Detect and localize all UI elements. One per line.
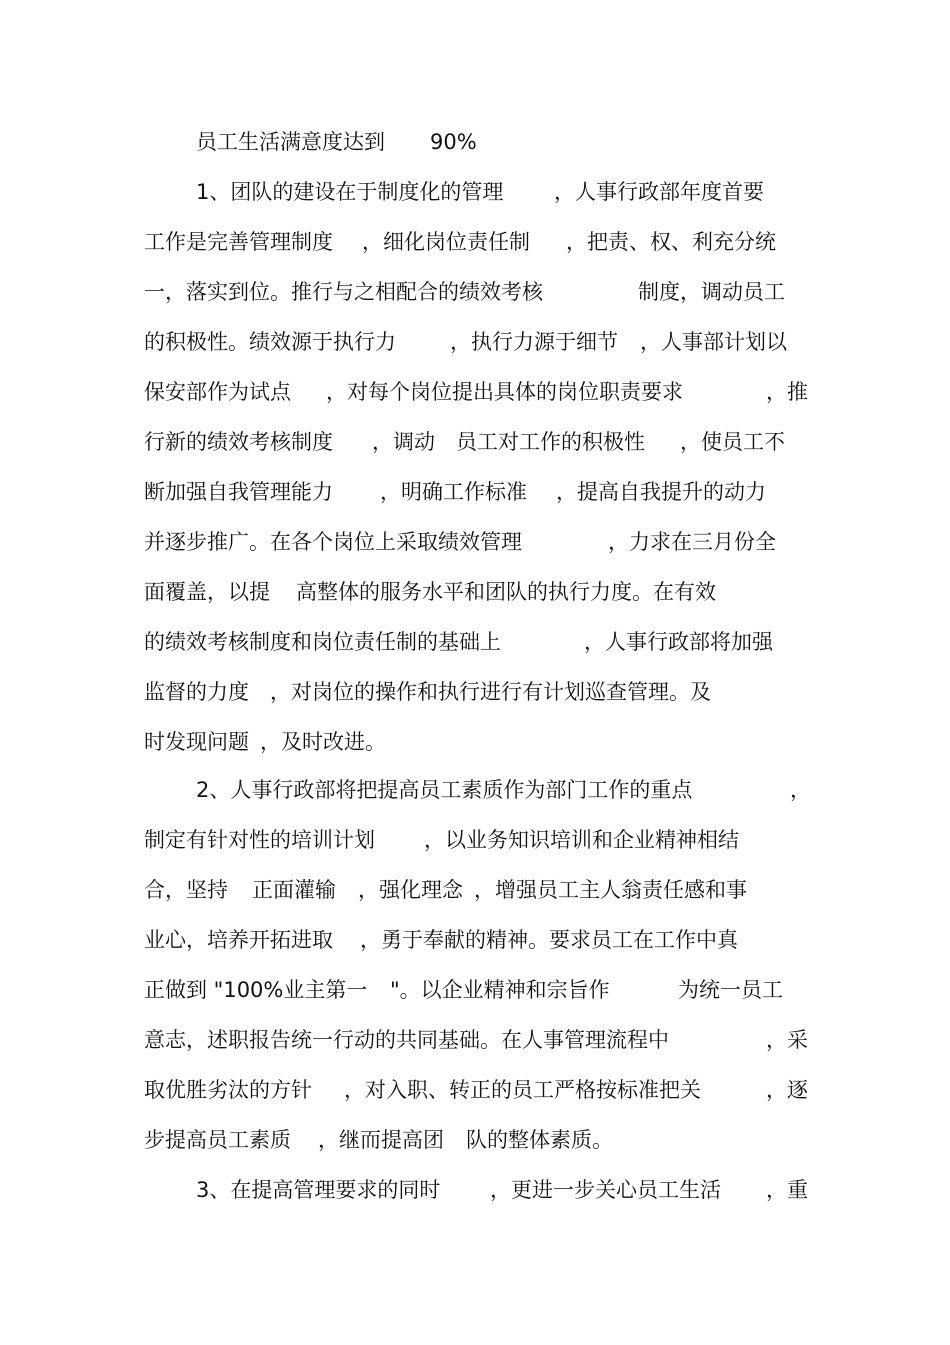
text-segment: ，继而提高团	[318, 1128, 444, 1152]
text-segment: ，逐	[766, 1078, 808, 1102]
text-segment: 取优胜劣汰的方针	[144, 1078, 312, 1102]
text-segment: ，采	[766, 1028, 808, 1052]
text-segment: 意志，述职报告统一行动的共同基础。在人事管理流程中	[144, 1028, 669, 1052]
text-line	[0, 725, 386, 759]
text-line	[0, 275, 785, 309]
text-segment: "。以企业精神和宗旨作	[390, 978, 610, 1002]
text-segment: ，及时改进。	[260, 730, 386, 754]
text-segment: 员工生活满意度达到	[196, 130, 385, 154]
text-segment: ，人事行政部将加强	[584, 630, 773, 654]
text-segment: 时发现问题	[144, 730, 249, 754]
text-segment: 2、人事行政部将把提高员工素质作为部门工作的重点	[196, 778, 693, 802]
text-segment: 队的整体素质。	[466, 1128, 613, 1152]
text-segment: 监督的力度	[144, 680, 249, 704]
text-line	[0, 475, 766, 509]
text-line	[0, 125, 477, 159]
text-segment: 的积极性。绩效源于执行力	[144, 330, 396, 354]
text-segment: 步提高员工素质	[144, 1128, 291, 1152]
text-line	[0, 375, 808, 409]
text-segment: 1、团队的建设在于制度化的管理	[196, 180, 504, 204]
text-line	[0, 1023, 808, 1057]
text-segment: 制度，调动员工	[638, 280, 785, 304]
text-segment: ，人事部计划以	[640, 330, 787, 354]
text-segment: ，执行力源于细节	[450, 330, 618, 354]
text-segment: 面覆盖，以提	[144, 580, 270, 604]
text-line	[0, 625, 773, 659]
text-line	[0, 773, 811, 807]
text-segment: 合，坚持	[144, 878, 228, 902]
text-line	[0, 1073, 808, 1107]
text-segment: ，推	[766, 380, 808, 404]
text-segment: ，对入职、转正的员工严格按标准把关	[344, 1078, 701, 1102]
text-segment: ，以业务知识培训和企业精神相结	[424, 828, 739, 852]
text-line	[0, 1173, 808, 1207]
text-line	[0, 525, 776, 559]
text-segment: 正做到 "100%业主第一	[144, 978, 368, 1002]
text-line	[0, 823, 739, 857]
text-segment: ，调动	[372, 430, 435, 454]
text-segment: ，重	[766, 1178, 808, 1202]
text-segment: 为统一员工	[678, 978, 783, 1002]
text-segment: ，明确工作标准	[380, 480, 527, 504]
text-line	[0, 575, 716, 609]
text-segment: ，人事行政部年度首要	[554, 180, 764, 204]
text-line	[0, 873, 747, 907]
text-segment: ，	[790, 778, 811, 802]
text-segment: 90%	[430, 130, 477, 154]
text-segment: 行新的绩效考核制度	[144, 430, 333, 454]
text-line	[0, 325, 787, 359]
text-segment: 并逐步推广。在各个岗位上采取绩效管理	[144, 530, 522, 554]
text-segment: ，提高自我提升的动力	[556, 480, 766, 504]
text-segment: ，细化岗位责任制	[362, 230, 530, 254]
text-segment: 员工对工作的积极性	[456, 430, 645, 454]
text-line	[0, 675, 711, 709]
text-segment: 一，落实到位。推行与之相配合的绩效考核	[144, 280, 543, 304]
text-segment: 制定有针对性的培训计划	[144, 828, 375, 852]
text-segment: 保安部作为试点	[144, 380, 291, 404]
text-segment: ，使员工不	[680, 430, 785, 454]
text-segment: 工作是完善管理制度	[144, 230, 333, 254]
text-segment: 业心，培养开拓进取	[144, 928, 333, 952]
text-segment: ，增强员工主人翁责任感和事	[474, 878, 747, 902]
text-segment: 断加强自我管理能力	[144, 480, 333, 504]
text-segment: ，把责、权、利充分统	[566, 230, 776, 254]
text-segment: 的绩效考核制度和岗位责任制的基础上	[144, 630, 501, 654]
text-line	[0, 175, 764, 209]
text-segment: ，对岗位的操作和执行进行有计划巡查管理。及	[270, 680, 711, 704]
text-line	[0, 923, 738, 957]
text-line	[0, 425, 785, 459]
text-segment: 3、在提高管理要求的同时	[196, 1178, 441, 1202]
text-segment: ，力求在三月份全	[608, 530, 776, 554]
text-line	[0, 973, 783, 1007]
text-line	[0, 1123, 613, 1157]
text-segment: ，强化理念	[358, 878, 463, 902]
text-segment: 高整体的服务水平和团队的执行力度。在有效	[296, 580, 716, 604]
text-segment: ，勇于奉献的精神。要求员工在工作中真	[360, 928, 738, 952]
text-segment: 正面灌输	[252, 878, 336, 902]
text-line	[0, 225, 776, 259]
text-segment: ，对每个岗位提出具体的岗位职责要求	[326, 380, 683, 404]
text-segment: ，更进一步关心员工生活	[490, 1178, 721, 1202]
